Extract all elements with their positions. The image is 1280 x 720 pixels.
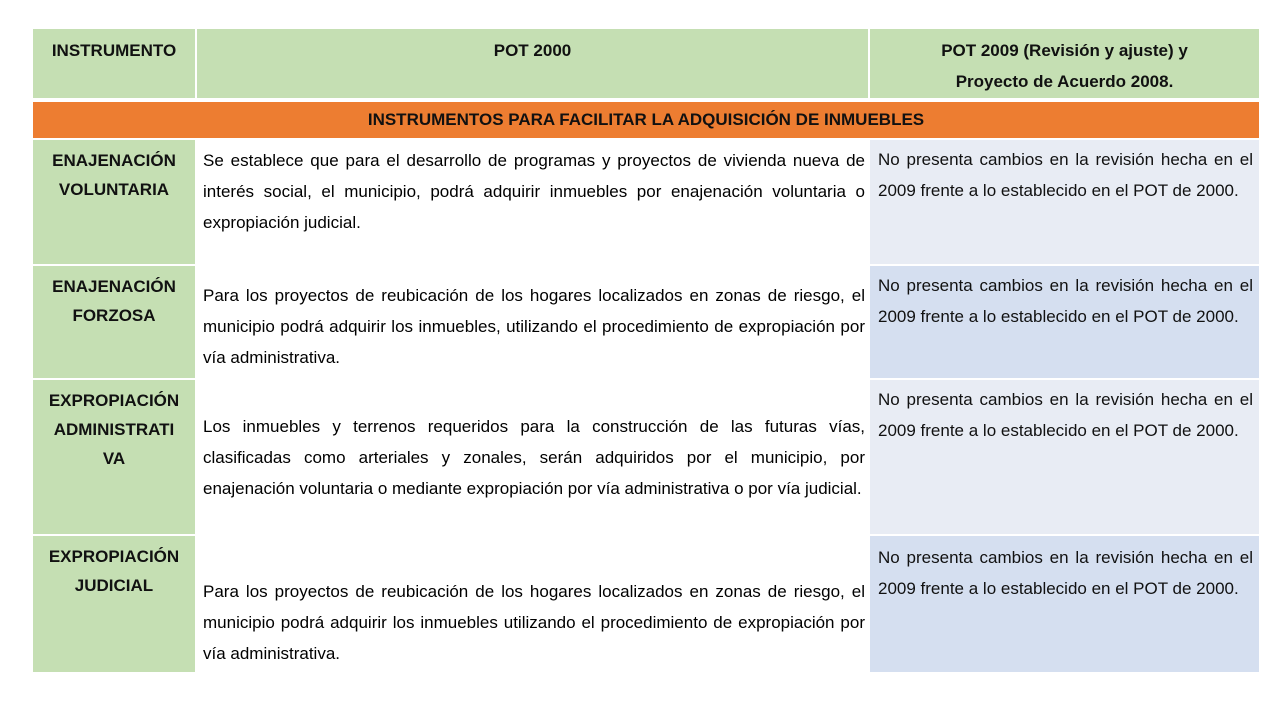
instrument-1-line2: VOLUNTARIA	[58, 180, 170, 199]
pot2000-paragraph-3: Los inmuebles y terrenos requeridos para la construcción de las futuras vías, clasificadas como arteriales y zonales, serán adquiridos por el municipio, por enajenación voluntaria o mediante expropiación por vía administrativa o por vía judicial.	[203, 417, 865, 498]
instrument-3-line2: ADMINISTRATI	[53, 420, 175, 439]
pot2009-cell-3	[870, 380, 1259, 534]
section-title: INSTRUMENTOS PARA FACILITAR LA ADQUISICIÓN DE INMUEBLES	[367, 110, 925, 129]
header-pot2009	[870, 29, 1259, 98]
pot2009-cell-2	[870, 266, 1259, 378]
header-instrumento-label: INSTRUMENTO	[51, 41, 177, 60]
pot2009-text-2: No presenta cambios en la revisión hecha en el 2009 frente a lo establecido en el POT de 2000.	[878, 276, 1253, 326]
instrument-cell-2	[33, 266, 195, 378]
pot2009-text-1: No presenta cambios en la revisión hecha en el 2009 frente a lo establecido en el POT de 2000.	[878, 150, 1253, 200]
header-pot2009-line2: Proyecto de Acuerdo 2008.	[955, 72, 1174, 91]
instrument-cell-4	[33, 536, 195, 672]
header-pot2000	[197, 29, 868, 98]
pot2000-paragraph-1: Se establece que para el desarrollo de programas y proyectos de vivienda nueva de interés social, el municipio, podrá adquirir inmuebles por enajenación voluntaria o expropiación judicial.	[203, 151, 865, 232]
pot2009-text-4: No presenta cambios en la revisión hecha en el 2009 frente a lo establecido en el POT de 2000.	[878, 548, 1253, 598]
header-instrumento	[33, 29, 195, 98]
instrument-1-line1: ENAJENACIÓN	[52, 151, 176, 170]
instrument-3-line1: EXPROPIACIÓN	[48, 391, 180, 410]
section-title-bar	[33, 102, 1259, 138]
instrument-3-line3: VA	[102, 449, 126, 468]
pot2000-paragraph-4: Para los proyectos de reubicación de los hogares localizados en zonas de riesgo, el municipio podrá adquirir los inmuebles utilizando el procedimiento de expropiación por vía administrativa.	[203, 582, 865, 663]
instrument-2-line2: FORZOSA	[72, 306, 156, 325]
pot2000-paragraph-2: Para los proyectos de reubicación de los hogares localizados en zonas de riesgo, el municipio podrá adquirir los inmuebles, utilizando el procedimiento de expropiación por vía administrativa.	[203, 286, 865, 367]
instrument-4-line1: EXPROPIACIÓN	[48, 547, 180, 566]
instrument-cell-3	[33, 380, 195, 534]
pot2009-cell-4	[870, 536, 1259, 672]
instrument-2-line1: ENAJENACIÓN	[52, 277, 176, 296]
pot2009-text-3: No presenta cambios en la revisión hecha en el 2009 frente a lo establecido en el POT de 2000.	[878, 390, 1253, 440]
header-pot2000-label: POT 2000	[493, 41, 572, 60]
header-pot2009-line1: POT 2009 (Revisión y ajuste) y	[941, 41, 1188, 60]
instrument-cell-1	[33, 140, 195, 264]
pot2009-cell-1	[870, 140, 1259, 264]
instrument-4-line2: JUDICIAL	[74, 576, 154, 595]
